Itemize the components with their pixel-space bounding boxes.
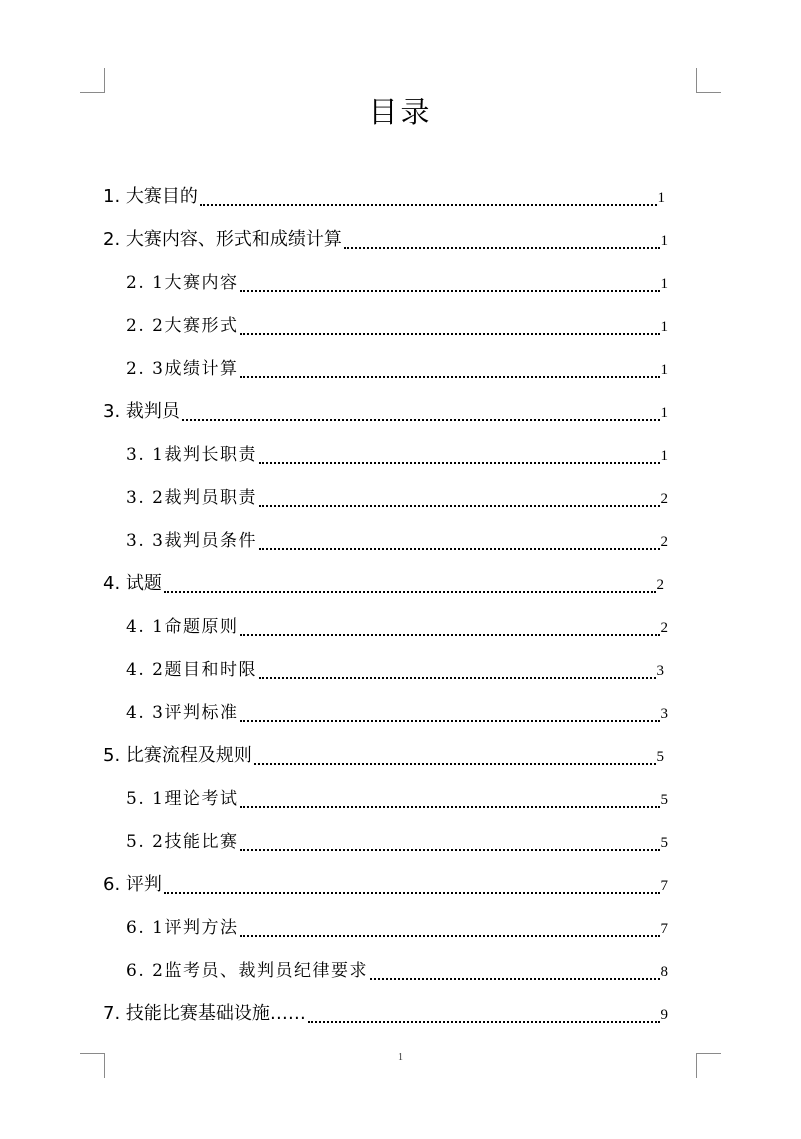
toc-leader [240,849,659,851]
crop-mark-top-right [696,68,721,93]
toc-page-number: 1 [660,362,668,378]
toc-entry[interactable] [103,870,668,900]
toc-entry[interactable] [103,569,664,599]
toc-entry-title: 5. 2技能比赛 [126,832,239,852]
toc-page-number: 7 [660,921,668,937]
toc-entry-title: 4. 试题 [103,573,162,594]
toc-page-number: 8 [660,964,668,980]
toc-page-number: 7 [660,878,668,894]
toc-leader [259,462,660,464]
toc-leader [240,806,659,808]
toc-leader [164,892,660,894]
footer-page-number: 1 [398,1052,403,1063]
toc-page-number: 2 [660,620,668,636]
toc-entry-title: 4. 3评判标准 [126,703,239,723]
toc-entry[interactable] [126,354,668,384]
toc-entry-title: 5. 1理论考试 [126,789,239,809]
toc-entry[interactable] [103,397,668,427]
toc-entry-title: 7. 技能比赛基础设施…… [103,1003,306,1024]
toc-leader [259,548,660,550]
toc-entry-title: 3. 3裁判员条件 [126,531,257,551]
toc-leader [259,677,656,679]
toc-page-number: 1 [660,319,668,335]
toc-leader [259,505,660,507]
toc-page-number: 9 [660,1007,668,1023]
toc-entry[interactable] [103,999,668,1029]
toc-leader [240,333,659,335]
toc-entry-title: 3. 1裁判长职责 [126,445,257,465]
toc-entry-title: 5. 比赛流程及规则 [103,745,252,766]
toc-leader [240,634,659,636]
toc-entry[interactable] [126,440,668,470]
toc-leader [254,763,656,765]
toc-entry[interactable] [126,913,668,943]
toc-leader [308,1021,660,1023]
toc-leader [370,978,660,980]
toc-entry-title: 4. 1命题原则 [126,617,239,637]
toc-page-number: 1 [660,276,668,292]
toc-page-number: 1 [660,448,668,464]
toc-page-number: 1 [657,190,665,206]
toc-entry-title: 6. 2监考员、裁判员纪律要求 [126,961,368,981]
toc-entry-title: 2. 大赛内容、形式和成绩计算 [103,229,342,250]
toc-entry-title: 2. 3成绩计算 [126,359,239,379]
toc-entry[interactable] [126,311,668,341]
toc-page-number: 5 [660,792,668,808]
toc-entry[interactable] [103,741,664,771]
toc-entry[interactable] [126,655,664,685]
toc-leader [182,419,660,421]
toc-entry[interactable] [126,956,668,986]
toc-leader [240,935,659,937]
toc-entry[interactable] [126,268,668,298]
toc-entry-title: 1. 大赛目的 [103,186,198,207]
toc-entry-title: 4. 2题目和时限 [126,660,257,680]
toc-entry[interactable] [126,612,668,642]
toc-entry[interactable] [103,225,668,255]
toc-leader [240,290,659,292]
toc-entry-title: 6. 1评判方法 [126,918,239,938]
toc-leader [344,247,660,249]
toc-entry-title: 2. 2大赛形式 [126,316,239,336]
toc-page-number: 1 [660,405,668,421]
toc-entry-title: 3. 裁判员 [103,401,180,422]
toc-page-number: 1 [660,233,668,249]
toc-entry-title: 2. 1大赛内容 [126,273,239,293]
toc-entry[interactable] [103,182,665,212]
toc-entry[interactable] [126,483,668,513]
toc-page-number: 2 [656,577,664,593]
toc-page-number: 2 [660,534,668,550]
toc-leader [240,720,659,722]
toc-page-number: 3 [660,706,668,722]
toc-page-number: 5 [660,835,668,851]
toc-page-number: 2 [660,491,668,507]
toc-page-number: 5 [656,749,664,765]
toc-entry[interactable] [126,526,668,556]
toc-entry[interactable] [126,827,668,857]
toc-leader [240,376,659,378]
toc-entry[interactable] [126,698,668,728]
page-title: 目录 [368,95,433,129]
toc-entry[interactable] [126,784,668,814]
toc-entry-title: 6. 评判 [103,874,162,895]
crop-mark-top-left [80,68,105,93]
toc-leader [164,591,656,593]
toc-leader [200,204,657,206]
toc-entry-title: 3. 2裁判员职责 [126,488,257,508]
toc-page-number: 3 [656,663,664,679]
